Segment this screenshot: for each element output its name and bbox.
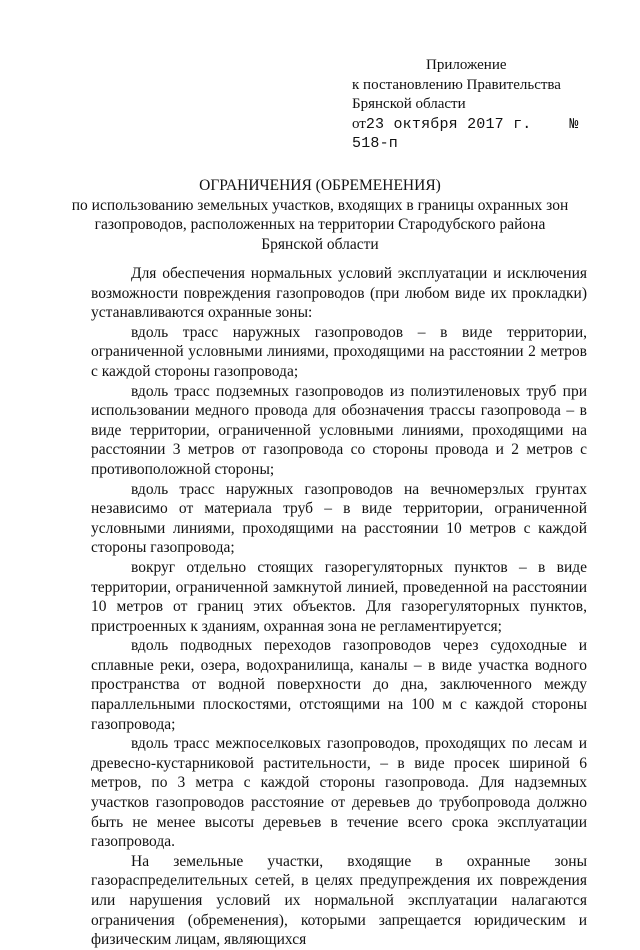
document-body [91,264,587,950]
resolution-number: № 518-п [352,115,579,152]
heading-line-4: Брянской области [261,235,379,253]
appendix-region: Брянской области [352,96,466,112]
paragraph-underwater-crossings: вдоль подводных переходов газопроводов через судоходные и сплавные реки, озера, водохранилища, каналы – в виде участка водного пространства от водной поверхности до дна, заключенного между параллельными плоскостями, отстоящими на 100 м с каждой стороны газопровода; [91,637,587,733]
paragraph-permafrost-pipelines: вдоль трасс наружных газопроводов на вечномерзлых грунтах независимо от материала труб – в виде территории, ограниченной условными линиями, проходящими на расстоянии 10 метров с каждой стороны газопровода; [91,480,587,557]
appendix-resolution: к постановлению Правительства [352,76,561,93]
heading-line-3: газопроводов, расположенных на территории Стародубского района [94,216,546,233]
paragraph-forest-pipelines: вдоль трасс межпоселковых газопроводов, проходящих по лесам и древесно-кустарниковой растительности, – в виде просек шириной 6 метров, по 3 метра с каждой стороны газопровода. Для надземных участков газопроводов расстояние от деревьев до трубопровода должно быть не менее высоты деревьев в течение всего срока эксплуатации газопровода. [91,735,587,851]
appendix-date-line [352,115,622,154]
paragraph-regulator-points: вокруг отдельно стоящих газорегуляторных пунктов – в виде территории, ограниченной замкнутой линией, проведенной на расстоянии 10 метров от границ этих объектов. Для газорегуляторных пунктов, пристроенных к зданиям, охранная зона не регламентируется; [91,558,587,635]
paragraph-outdoor-pipelines: вдоль трасс наружных газопроводов – в виде территории, ограниченной условными линиями, проходящими на расстоянии 2 метров с каждой стороны газопровода; [91,323,587,380]
paragraph-polyethylene-pipelines: вдоль трасс подземных газопроводов из полиэтиленовых труб при использовании медного провода для обозначения трассы газопровода – в виде территории, ограниченной условными линиями, проходящими на расстоянии 3 метров от газопровода со стороны провода и 2 метров с противоположной стороны; [91,382,587,478]
heading-line-2: по использованию земельных участков, входящих в границы охранных зон [71,196,569,214]
appendix-block [352,56,622,154]
document-heading [70,176,570,254]
resolution-date: 23 октября 2017 г. [365,115,532,133]
appendix-title: Приложение [426,57,507,73]
paragraph-intro: Для обеспечения нормальных условий эксплуатации и исключения возможности повреждения газопроводов (при любом виде их прокладки) устанавливаются охранные зоны: [91,265,587,322]
paragraph-land-restrictions: На земельные участки, входящие в охранные зоны газораспределительных сетей, в целях предупреждения их повреждения или нарушения условий их нормальной эксплуатации налагаются ограничения (обременения), которыми запрещается юридическим и физическим лицам, являющихся [91,852,587,949]
heading-title: ОГРАНИЧЕНИЯ (ОБРЕМЕНЕНИЯ) [199,177,441,194]
date-prefix: от [352,115,366,132]
